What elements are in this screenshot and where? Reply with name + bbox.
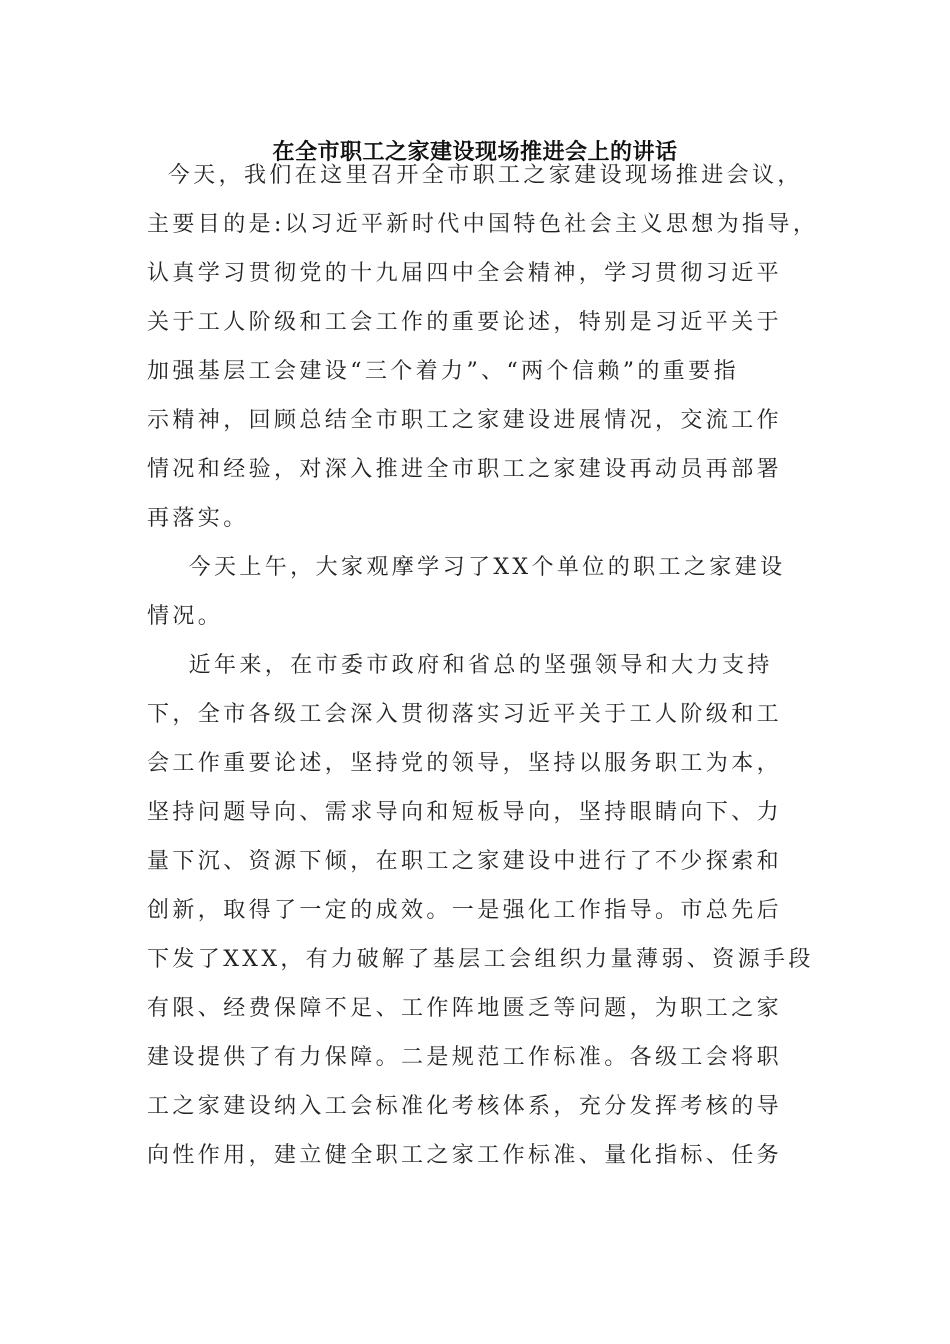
text-line: 向性作用，建立健全职工之家工作标准、量化指标、任务 [147, 1143, 783, 1168]
text-line: 下发了XXX，有力破解了基层工会组织力量薄弱、资源手段 [147, 947, 814, 972]
text-line: 再落实。 [147, 506, 249, 531]
text-line: 加强基层工会建设“三个着力”、“两个信赖”的重要指 [147, 359, 739, 384]
text-line: 创新，取得了一定的成效。一是强化工作指导。市总先后 [147, 898, 783, 923]
text-line: 关于工人阶级和工会工作的重要论述，特别是习近平关于 [147, 310, 783, 335]
text-line: 会工作重要论述，坚持党的领导，坚持以服务职工为本， [147, 751, 783, 776]
text-line: 坚持问题导向、需求导向和短板导向，坚持眼睛向下、力 [147, 800, 783, 825]
text-line: 有限、经费保障不足、工作阵地匮乏等问题，为职工之家 [147, 996, 783, 1021]
text-line: 下，全市各级工会深入贯彻落实习近平关于工人阶级和工 [147, 702, 783, 727]
text-line: 认真学习贯彻党的十九届四中全会精神，学习贯彻习近平 [147, 261, 783, 286]
text-line: 情况和经验，对深入推进全市职工之家建设再动员再部署 [147, 457, 783, 482]
text-line: 今天，我们在这里召开全市职工之家建设现场推进会议， [147, 163, 803, 188]
text-line: 建设提供了有力保障。二是规范工作标准。各级工会将职 [147, 1045, 783, 1070]
document-title: 在全市职工之家建设现场推进会上的讲话 [272, 139, 678, 165]
text-line: 示精神，回顾总结全市职工之家建设进展情况，交流工作 [147, 408, 783, 433]
text-line: 近年来，在市委市政府和省总的坚强领导和大力支持 [147, 653, 773, 678]
text-line: 情况。 [147, 604, 224, 629]
text-line: 今天上午，大家观摩学习了XX个单位的职工之家建设 [147, 555, 786, 580]
text-line: 量下沉、资源下倾，在职工之家建设中进行了不少探索和 [147, 849, 783, 874]
text-line: 主要目的是:以习近平新时代中国特色社会主义思想为指导， [147, 212, 819, 237]
text-line: 工之家建设纳入工会标准化考核体系，充分发挥考核的导 [147, 1094, 783, 1119]
